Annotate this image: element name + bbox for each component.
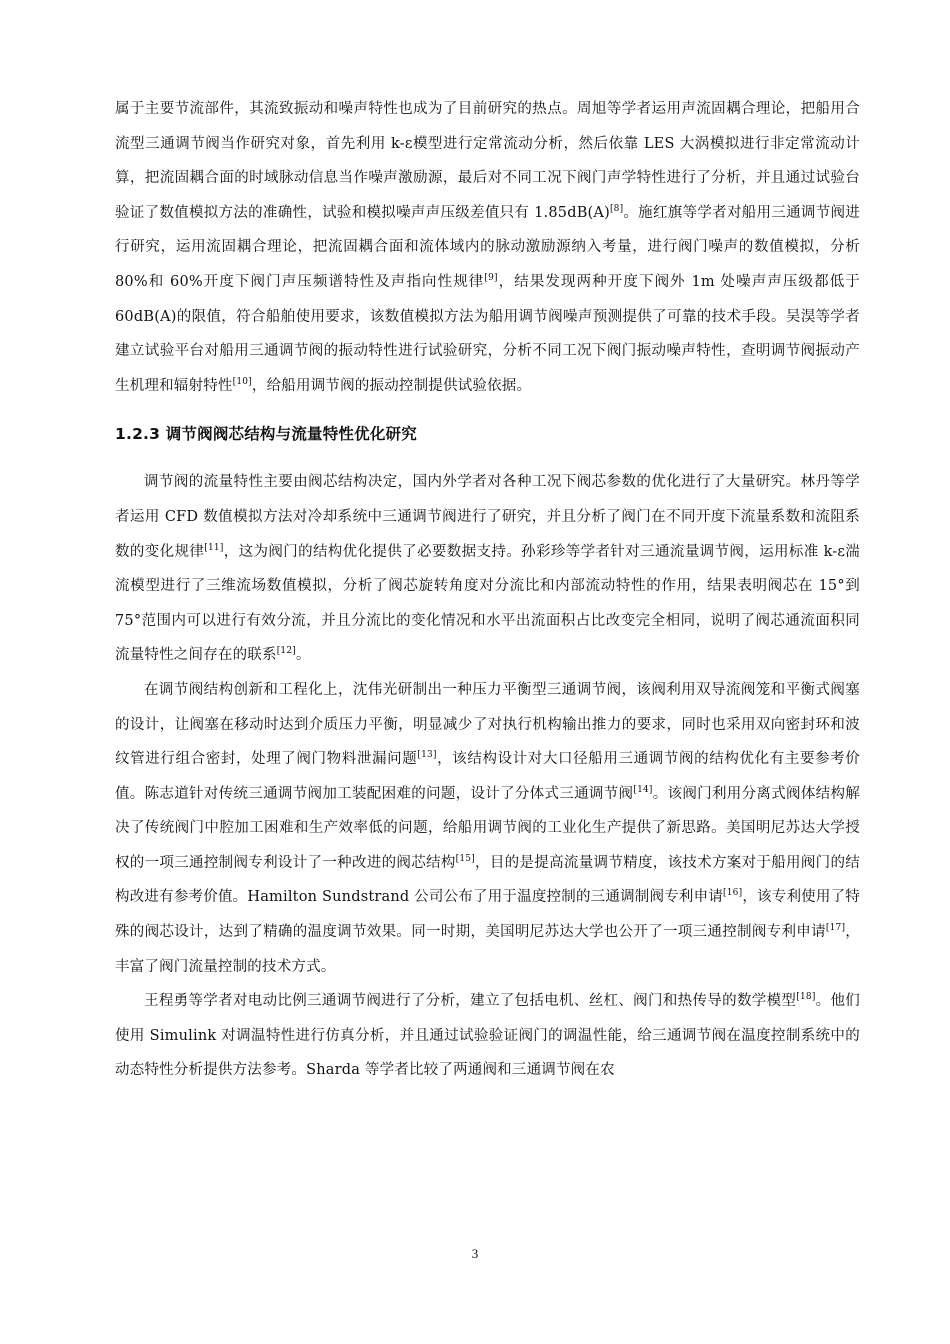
text-run: ，结果发现两种开度下阀外 1m 处噪声声压级都低于 60dB(A)的限值，符合船舶使用要求，该数值模拟方法为船用调节阀噪声预测提供了可靠的技术手段。吴淏等学者建立试验平台对船用三通调节阀的振动特性进行试验研究，分析不同工况下阀门振动噪声特性，查明调节阀振动产生机理和辐射特性 bbox=[115, 273, 860, 394]
citation-ref: [9] bbox=[484, 273, 498, 284]
citation-ref: [11] bbox=[204, 542, 224, 553]
citation-ref: [12] bbox=[276, 646, 296, 657]
text-run: 。 bbox=[295, 647, 311, 664]
text-run: 。施红旗等学者对船用三通调节阀进行研究，运用流固耦合理论，把流固耦合面和流体域内的脉动激励源纳入考量，进行阀门噪声的数值模拟，分析 80%和 60%开度下阀门声压频谱特性及声指向性规律 bbox=[115, 204, 860, 290]
paragraph-3 bbox=[115, 673, 860, 984]
citation-ref: [8] bbox=[609, 203, 624, 214]
text-run: 调节阀的流量特性主要由阀芯结构决定，国内外学者对各种工况下阀芯参数的优化进行了大量研究。林丹等学者运用 CFD 数值模拟方法对冷却系统中三通调节阀进行了研究，并且分析了阀门在不同开度下流量系数和流阻系数的变化规律 bbox=[115, 474, 860, 560]
paragraph-4 bbox=[115, 984, 860, 1088]
text-run: 。该阀门利用分离式阀体结构解决了传统阀门中腔加工困难和生产效率低的问题，给船用调节阀的工业化生产提供了新思路。美国明尼苏达大学授权的一项三通控制阀专利设计了一种改进的阀芯结构 bbox=[115, 785, 860, 871]
citation-ref: [14] bbox=[633, 784, 653, 795]
paragraph-2 bbox=[115, 465, 860, 673]
text-run: ，给船用调节阀的振动控制提供试验依据。 bbox=[251, 377, 532, 394]
citation-ref: [16] bbox=[723, 888, 743, 899]
text-run: ，这为阀门的结构优化提供了必要数据支持。孙彩珍等学者针对三通流量调节阀，运用标准 k-ε湍流模型进行了三维流场数值模拟，分析了阀芯旋转角度对分流比和内部流动特性的作用，结果表明阀芯在 15°到 75°范围内可以进行有效分流，并且分流比的变化情况和水平出流面积占比改变完全相同，说明了阀芯通流面积同流量特性之间存在的联系 bbox=[115, 543, 860, 664]
text-run: ，该专利使用了特殊的阀芯设计，达到了精确的温度调节效果。同一时期，美国明尼苏达大学也公开了一项三通控制阀专利申请 bbox=[115, 889, 860, 941]
citation-ref: [13] bbox=[417, 750, 437, 761]
citation-ref: [10] bbox=[232, 376, 252, 387]
body-text bbox=[115, 92, 860, 1088]
citation-ref: [18] bbox=[796, 992, 816, 1003]
section-heading: 1.2.3 调节阀阀芯结构与流量特性优化研究 bbox=[115, 425, 417, 444]
text-run: 。他们使用 Simulink 对调温特性进行仿真分析，并且通过试验验证阀门的调温性能，给三通调节阀在温度控制系统中的动态特性分析提供方法参考。Sharda 等学者比较了两通阀和三通调节阀在农 bbox=[115, 993, 861, 1079]
paragraph-1 bbox=[115, 92, 860, 403]
citation-ref: [17] bbox=[825, 923, 846, 934]
text-run: 属于主要节流部件，其流致振动和噪声特性也成为了目前研究的热点。周旭等学者运用声流固耦合理论，把船用合流型三通调节阀当作研究对象，首先利用 k-ε模型进行定常流动分析，然后依靠 LES 大涡模拟进行非定常流动计算，把流固耦合面的时域脉动信息当作噪声激励源，最后对不同工况下阀门声学特性进行了分析，并且通过试验台验证了数值模拟方法的准确性，试验和模拟噪声声压级差值只有 1.85dB(A) bbox=[115, 101, 860, 221]
text-run: ，该结构设计对大口径船用三通调节阀的结构优化有主要参考价值。陈志道针对传统三通调节阀加工装配困难的问题，设计了分体式三通调节阀 bbox=[115, 751, 860, 802]
text-run: 在调节阀结构创新和工程化上，沈伟光研制出一种压力平衡型三通调节阀，该阀利用双导流阀笼和平衡式阀塞的设计，让阀塞在移动时达到介质压力平衡，明显减少了对执行机构输出推力的要求，同时也采用双向密封环和波纹管进行组合密封，处理了阀门物料泄漏问题 bbox=[115, 681, 860, 768]
text-run: ，丰富了阀门流量控制的技术方式。 bbox=[115, 924, 860, 975]
text-run: 王程勇等学者对电动比例三通调节阀进行了分析，建立了包括电机、丝杠、阀门和热传导的数学模型 bbox=[144, 993, 797, 1010]
page-number: 3 bbox=[471, 1246, 479, 1261]
text-run: ，目的是提高流量调节精度，该技术方案对于船用阀门的结构改进有参考价值。Hamilton Sundstrand 公司公布了用于温度控制的三通调制阀专利申请 bbox=[115, 854, 860, 906]
citation-ref: [15] bbox=[455, 854, 475, 865]
